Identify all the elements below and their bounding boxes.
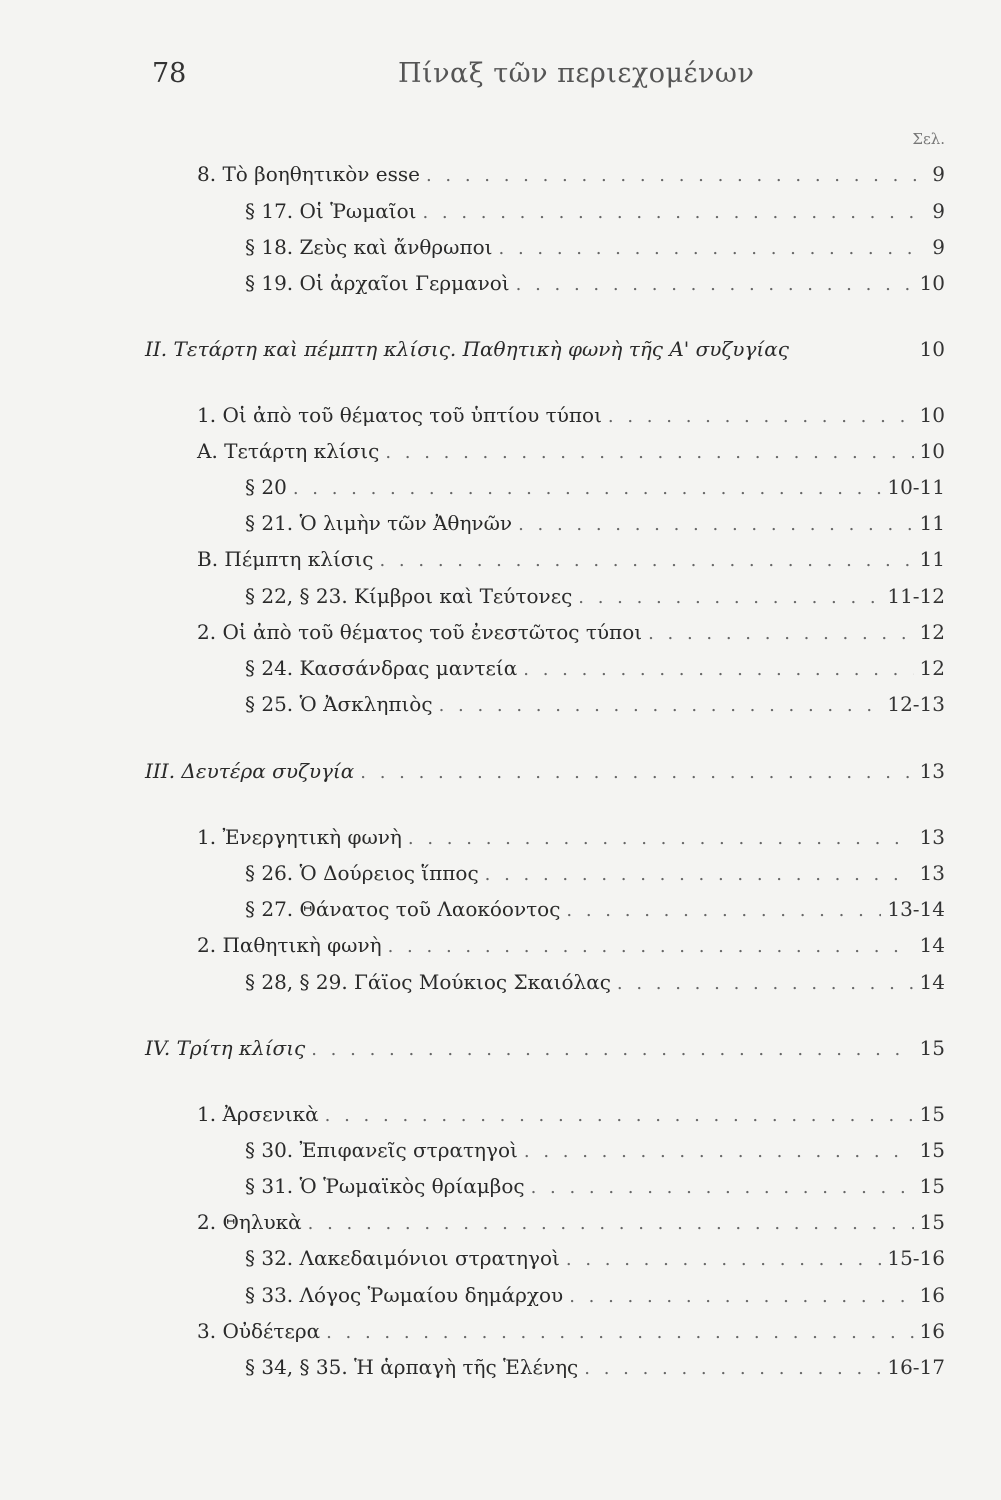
toc-section-heading	[145, 335, 945, 363]
toc-entry	[197, 1317, 945, 1345]
dot-leader	[499, 235, 927, 263]
toc-entry	[245, 968, 945, 996]
dot-leader	[439, 692, 882, 720]
dot-leader	[518, 511, 913, 539]
dot-leader	[578, 584, 881, 612]
toc-entry-label: § 24. Κασσάνδρας μαντεία	[245, 656, 518, 680]
toc-entry-page: 15	[919, 1174, 945, 1198]
toc-entry-label: § 22, § 23. Κίμβροι καὶ Τεύτονες	[245, 584, 573, 608]
dot-leader	[485, 861, 914, 889]
toc-entry	[197, 401, 945, 429]
toc-entry-page: 14	[919, 970, 945, 994]
toc-entry	[197, 618, 945, 646]
toc-entry-page: 9	[932, 199, 945, 223]
toc-entry-page: 16-17	[887, 1355, 945, 1379]
dot-leader	[385, 439, 913, 467]
toc-entry-label: IV. Τρίτη κλίσις	[145, 1036, 306, 1060]
toc-entry-page: 15	[919, 1102, 945, 1126]
toc-entry-label: II. Τετάρτη καὶ πέμπτη κλίσις. Παθητικὴ φωνὴ τῆς Α' συζυγίας	[145, 337, 789, 361]
dot-leader	[566, 897, 881, 925]
toc-entry	[197, 1100, 945, 1128]
toc-entry	[197, 1208, 945, 1236]
toc-entry-page: 14	[919, 933, 945, 957]
toc-entry-page: 10	[919, 337, 945, 361]
toc-entry-page: 9	[932, 162, 945, 186]
toc-entry-label: Β. Πέμπτη κλίσις	[197, 547, 374, 571]
toc-entry	[245, 582, 945, 610]
toc-entry-label: § 33. Λόγος Ῥωμαίου δημάρχου	[245, 1283, 564, 1307]
toc-entry-label: § 21. Ὁ λιμὴν τῶν Ἀθηνῶν	[245, 511, 513, 535]
dot-leader	[617, 970, 914, 998]
toc-entry-label: § 30. Ἐπιφανεῖς στρατηγοὶ	[245, 1138, 518, 1162]
toc-entry-page: 11	[919, 547, 945, 571]
toc-entry	[245, 859, 945, 887]
toc-entry-label: § 18. Ζεὺς καὶ ἄνθρωποι	[245, 235, 493, 259]
toc-entry	[197, 823, 945, 851]
toc-entry-page: 12	[919, 620, 945, 644]
toc-entry-label: § 28, § 29. Γάϊος Μούκιος Σκαιόλας	[245, 970, 611, 994]
dot-leader	[311, 1036, 913, 1064]
toc-entry-label: § 32. Λακεδαιμόνιοι στρατηγοὶ	[245, 1246, 560, 1270]
dot-leader	[360, 759, 913, 787]
toc-entry-page: 10	[919, 439, 945, 463]
toc-entry	[245, 690, 945, 718]
toc-entry-label: § 19. Οἱ ἀρχαῖοι Γερμανοὶ	[245, 271, 510, 295]
toc-entry-page: 13	[919, 825, 945, 849]
toc-entry-page: 10	[919, 271, 945, 295]
toc-entry-label: 1. Ἀρσενικὰ	[197, 1102, 319, 1126]
running-head: Πίναξ τῶν περιεχομένων	[398, 58, 755, 89]
page-number: 78	[152, 58, 187, 89]
dot-leader	[566, 1246, 881, 1274]
dot-leader	[426, 162, 926, 190]
toc-entry	[245, 1172, 945, 1200]
dot-leader	[326, 1319, 913, 1347]
toc-entry	[245, 1244, 945, 1272]
toc-entry	[197, 931, 945, 959]
toc-entry-label: 3. Οὐδέτερα	[197, 1319, 321, 1343]
toc-entry-label: § 34, § 35. Ἡ ἁρπαγὴ τῆς Ἑλένης	[245, 1355, 579, 1379]
dot-leader	[388, 933, 914, 961]
toc-entry-page: 16	[919, 1319, 945, 1343]
toc-entry	[245, 1353, 945, 1381]
toc-entry	[197, 437, 945, 465]
toc-entry	[245, 1136, 945, 1164]
toc-entry-label: § 25. Ὁ Ἀσκληπιὸς	[245, 692, 433, 716]
toc-entry	[245, 473, 945, 501]
toc-entry-page: 15-16	[887, 1246, 945, 1270]
toc-entry-page: 12	[919, 656, 945, 680]
toc-entry-page: 15	[919, 1036, 945, 1060]
toc-entry	[245, 509, 945, 537]
toc-entry-page: 12-13	[887, 692, 945, 716]
toc-entry-label: § 27. Θάνατος τοῦ Λαοκόοντος	[245, 897, 561, 921]
toc-entry-page: 16	[919, 1283, 945, 1307]
toc-entry-page: 15	[919, 1210, 945, 1234]
toc-entry-page: 10-11	[887, 475, 945, 499]
toc-entry-page: 13-14	[887, 897, 945, 921]
toc-entry-label: 8. Τὸ βοηθητικὸν esse	[197, 162, 420, 186]
toc-entry-label: 1. Οἱ ἀπὸ τοῦ θέματος τοῦ ὑπτίου τύποι	[197, 403, 602, 427]
toc-entry-label: 2. Παθητικὴ φωνὴ	[197, 933, 382, 957]
dot-leader	[408, 825, 914, 853]
toc-entry-label: 1. Ἐνεργητικὴ φωνὴ	[197, 825, 402, 849]
toc-entry-page: 13	[919, 759, 945, 783]
dot-leader	[531, 1174, 914, 1202]
toc-section-heading	[145, 757, 945, 785]
toc-entry	[245, 654, 945, 682]
toc-entry-page: 9	[932, 235, 945, 259]
toc-entry-label: § 31. Ὁ Ῥωμαϊκὸς θρίαμβος	[245, 1174, 525, 1198]
page-column-label: Σελ.	[912, 130, 945, 148]
toc-entry-page: 10	[919, 403, 945, 427]
toc-entry-label: § 17. Οἱ Ῥωμαῖοι	[245, 199, 417, 223]
toc-section-heading	[145, 1034, 945, 1062]
dot-leader	[325, 1102, 914, 1130]
dot-leader	[293, 475, 882, 503]
dot-leader	[524, 1138, 914, 1166]
dot-leader	[584, 1355, 881, 1383]
toc-entry	[197, 160, 945, 188]
toc-entry	[245, 233, 945, 261]
dot-leader	[379, 547, 913, 575]
toc-entry	[245, 895, 945, 923]
dot-leader	[523, 656, 913, 684]
toc-entry	[245, 197, 945, 225]
toc-entry-label: § 20	[245, 475, 287, 499]
toc-entry-page: 13	[919, 861, 945, 885]
toc-entry-page: 11-12	[887, 584, 945, 608]
toc-entry-label: 2. Οἱ ἀπὸ τοῦ θέματος τοῦ ἐνεστῶτος τύποι	[197, 620, 643, 644]
toc-entry	[245, 269, 945, 297]
toc-entry	[245, 1281, 945, 1309]
toc-entry-label: § 26. Ὁ Δούρειος ἵππος	[245, 861, 479, 885]
toc-entry	[197, 545, 945, 573]
toc-entry-label: III. Δευτέρα συζυγία	[145, 759, 355, 783]
dot-leader	[569, 1283, 913, 1311]
toc-entry-page: 11	[919, 511, 945, 535]
toc-entry-label: Α. Τετάρτη κλίσις	[197, 439, 380, 463]
dot-leader	[608, 403, 914, 431]
dot-leader	[308, 1210, 914, 1238]
dot-leader	[422, 199, 926, 227]
dot-leader	[516, 271, 914, 299]
dot-leader	[648, 620, 913, 648]
toc-entry-label: 2. Θηλυκὰ	[197, 1210, 302, 1234]
toc-entry-page: 15	[919, 1138, 945, 1162]
